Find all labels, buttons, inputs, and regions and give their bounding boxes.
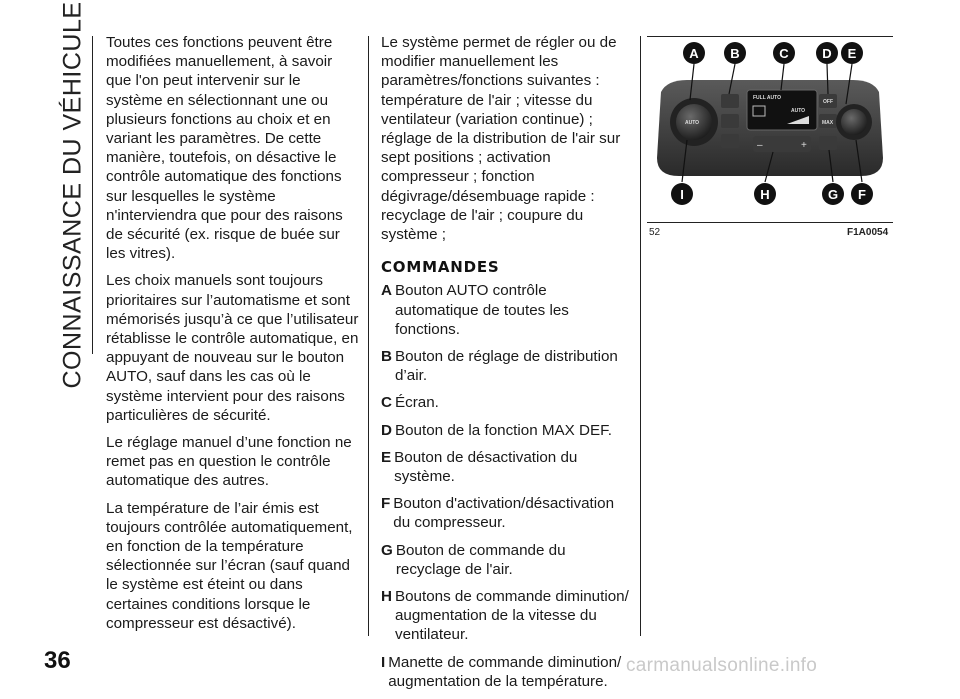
svg-text:H: H xyxy=(760,187,770,202)
paragraph: Les choix manuels sont toujours prioritaires sur l’automatisme et sont mémorisés jusqu’à ce que l’utilisateur rétablisse le contrôle automatique, en appuyant de nouveau sur le bouton AUTO, sauf dans les cas où le système intervient pour des raisons particulières de sécurité. xyxy=(106,272,359,424)
svg-text:–: – xyxy=(757,140,763,151)
legend-item-i xyxy=(381,653,633,691)
legend-item-e xyxy=(381,448,633,486)
paragraph: La température de l’air émis est toujours contrôlée automatiquement, en fonction de la température sélectionnée sur l’écran (sauf quand le système est éteint ou dans certaines conditions lorsque le compresseur est désactivé). xyxy=(106,499,353,632)
section-title-rule xyxy=(92,36,93,354)
compressor-knob[interactable] xyxy=(841,109,867,135)
commands-heading: COMMANDES xyxy=(381,258,500,277)
legend-item-d xyxy=(381,421,633,440)
legend-item-a xyxy=(381,281,633,339)
legend-text: Bouton de désactivation du système. xyxy=(394,448,578,486)
legend-item-b xyxy=(381,347,633,385)
distribution-button-up xyxy=(721,94,739,108)
legend-item-h xyxy=(381,587,633,645)
display-auto: AUTO xyxy=(791,108,806,114)
figure-code: F1A0054 xyxy=(847,227,889,238)
callout-c xyxy=(773,42,795,64)
column-divider xyxy=(640,36,641,636)
svg-text:I: I xyxy=(680,187,684,202)
callout-f xyxy=(851,183,873,205)
legend-text: Bouton de réglage de distribution d’air. xyxy=(394,348,618,385)
legend-key: E xyxy=(381,448,392,466)
page-number: 36 xyxy=(44,647,71,674)
legend-key: A xyxy=(381,282,392,300)
text-column-middle xyxy=(381,33,633,699)
figure-bottom-rule xyxy=(647,222,893,223)
svg-text:B: B xyxy=(730,46,740,61)
display-full-auto: FULL AUTO xyxy=(753,95,781,101)
callout-b xyxy=(724,42,746,64)
legend-text: Écran. xyxy=(394,394,439,412)
svg-text:+: + xyxy=(801,140,807,151)
svg-text:D: D xyxy=(822,46,832,61)
callout-g xyxy=(822,183,844,205)
figure-number: 52 xyxy=(649,227,661,238)
legend-key: B xyxy=(381,348,392,366)
svg-text:G: G xyxy=(827,187,839,202)
legend-text: Boutons de commande diminution/ augmentation de la vitesse du ventilateur. xyxy=(394,588,629,644)
callout-d xyxy=(816,42,838,64)
column-divider xyxy=(368,36,369,636)
section-title xyxy=(56,1,90,389)
legend-text: Bouton AUTO contrôle automatique de toutes les fonctions. xyxy=(394,282,569,338)
auto-knob-label: AUTO xyxy=(685,120,700,126)
distribution-button-down xyxy=(721,134,739,148)
svg-text:C: C xyxy=(779,46,789,61)
distribution-button-mid xyxy=(721,114,739,128)
legend-item-g xyxy=(381,541,633,579)
legend-key: I xyxy=(381,653,386,671)
callout-i xyxy=(671,183,693,205)
legend-text: Bouton de la fonction MAX DEF. xyxy=(394,421,612,439)
legend-item-c xyxy=(381,393,633,412)
max-label: MAX xyxy=(822,120,834,126)
legend-text: Bouton de commande du recyclage de l'air. xyxy=(395,541,566,578)
watermark: carmanualsonline.info xyxy=(626,655,818,676)
svg-text:A: A xyxy=(689,46,699,61)
legend-key: D xyxy=(381,421,392,439)
legend-key: F xyxy=(381,495,391,513)
callout-a xyxy=(683,42,705,64)
legend-key: C xyxy=(381,394,392,412)
section-title-text: CONNAISSANCE DU VÉHICULE xyxy=(58,1,87,389)
svg-text:F: F xyxy=(858,187,866,202)
climate-panel-illustration xyxy=(647,36,893,222)
paragraph: Toutes ces fonctions peuvent être modifiées manuellement, à savoir que l'on peut intervenir sur le système en sélectionnant une ou plusieurs fonctions au choix et en variant les paramètres. De cette manière, toutefois, on désactive le contrôle automatique des fonctions sur lesquelles le système n'interviendra que pour des raisons de sécurité (ex. risque de buée sur les vitres). xyxy=(106,34,343,263)
recirculation-button xyxy=(819,136,837,150)
intro-paragraph: Le système permet de régler ou de modifier manuellement les paramètres/fonctions suivantes : température de l'air ; vitesse du ventilateur (variation continue) ; réglage de la distribution de l'air sur sept positions ; activation compresseur ; fonction dégivrage/désembuage rapide : recyclage de l'air ; coupure du système ; xyxy=(381,34,621,244)
callout-h xyxy=(754,183,776,205)
text-column-left xyxy=(106,33,360,641)
callout-e xyxy=(841,42,863,64)
legend-text: Bouton d'activation/désactivation du compresseur. xyxy=(393,495,615,532)
legend-key: G xyxy=(381,541,393,559)
legend-key: H xyxy=(381,588,392,606)
legend-text: Manette de commande diminution/ augmentation de la température. xyxy=(388,653,622,690)
climate-control-figure xyxy=(647,36,893,222)
paragraph: Le réglage manuel d’une fonction ne remet pas en question le contrôle automatique des autres. xyxy=(106,434,352,490)
svg-text:E: E xyxy=(847,46,857,61)
legend-item-f xyxy=(381,494,633,532)
off-label: OFF xyxy=(823,99,833,105)
